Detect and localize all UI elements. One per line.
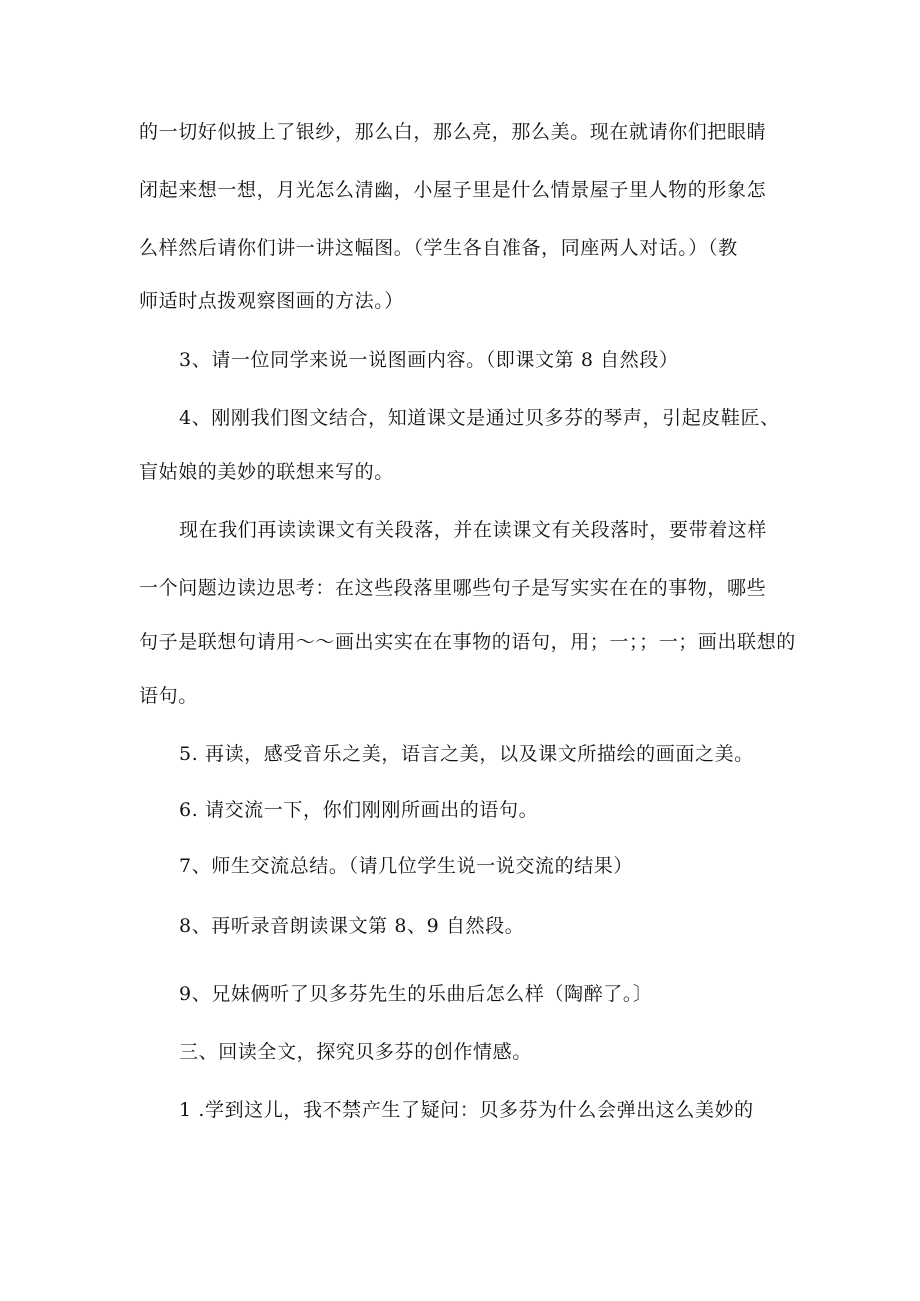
list-item-8: 8、再听录音朗读课文第 8、9 自然段。: [179, 915, 525, 937]
paragraph-first-line: 现在我们再读读课文有关段落，并在读课文有关段落时，要带着这样: [179, 519, 768, 541]
list-item-3: 3、请一位同学来说一说图画内容。（即课文第 8 自然段）: [179, 349, 679, 371]
text-line: 闭起来想一想，月光怎么清幽，小屋子里是什么情景屋子里人物的形象怎: [139, 179, 767, 201]
text-line: 语句。: [139, 685, 198, 707]
text-line: 么样然后请你们讲一讲这幅图。（学生各自准备，同座两人对话。）（教: [139, 237, 738, 259]
text-line: 句子是联想句请用～～画出实实在在事物的语句，用；一；；一；画出联想的: [139, 631, 796, 653]
text-line: 一个问题边读边思考：在这些段落里哪些句子是写实实在在的事物，哪些: [139, 577, 767, 599]
list-item-7: 7、师生交流总结。（请几位学生说一说交流的结果）: [179, 855, 633, 877]
text-line: 师适时点拨观察图画的方法。）: [139, 290, 404, 312]
section-heading: 三、回读全文，探究贝多芬的创作情感。: [179, 1041, 532, 1063]
list-item-4: 4、刚刚我们图文结合，知道课文是通过贝多芬的琴声，引起皮鞋匠、: [179, 407, 780, 429]
list-item-5: 5. 再读，感受音乐之美，语言之美，以及课文所描绘的画面之美。: [179, 743, 754, 765]
list-item-1: 1 .学到这儿，我不禁产生了疑问：贝多芬为什么会弹出这么美妙的: [179, 1099, 754, 1121]
text-line: 的一切好似披上了银纱，那么白，那么亮，那么美。现在就请你们把眼睛: [139, 121, 767, 143]
list-item-6: 6. 请交流一下，你们刚刚所画出的语句。: [179, 799, 539, 821]
list-item-9: 9、兄妹俩听了贝多芬先生的乐曲后怎么样（陶醉了。〕: [179, 983, 653, 1005]
text-line: 盲姑娘的美妙的联想来写的。: [139, 461, 394, 483]
